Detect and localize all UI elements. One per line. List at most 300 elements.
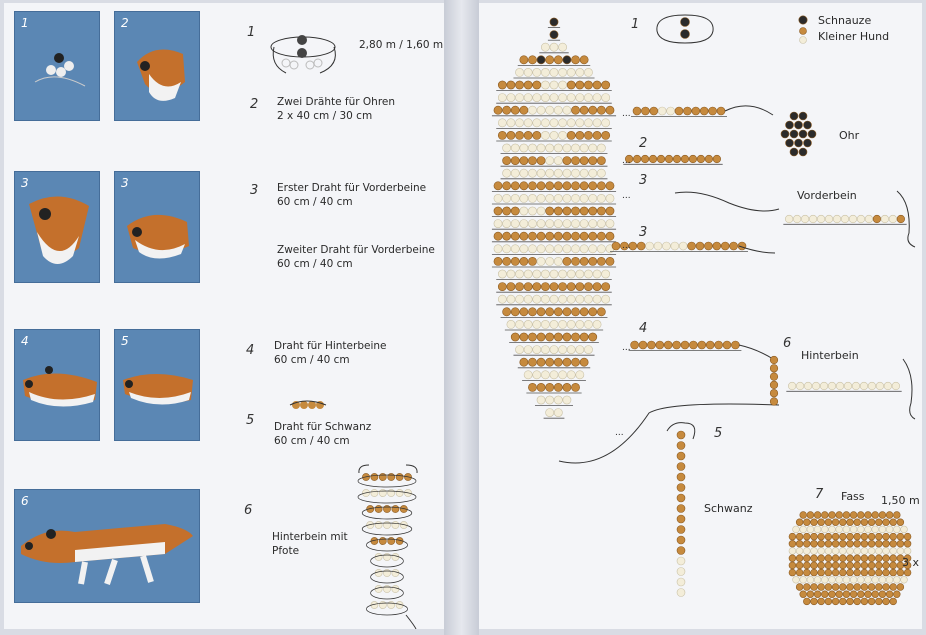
bead <box>820 382 828 390</box>
bead <box>511 257 519 265</box>
bead <box>832 598 839 605</box>
bead <box>800 526 807 533</box>
bead <box>904 540 911 547</box>
bead <box>533 119 541 127</box>
bead <box>808 130 816 138</box>
step-number: 2 <box>639 136 648 151</box>
bead <box>554 232 562 240</box>
bead <box>541 320 549 328</box>
step-text-line: 60 cm / 40 cm <box>277 196 353 208</box>
bead <box>524 320 532 328</box>
bead <box>550 371 558 379</box>
step-text-line: Zwei Drähte für Ohren <box>277 96 396 108</box>
bead <box>371 473 378 480</box>
bead <box>664 341 672 349</box>
bead <box>563 194 571 202</box>
bead <box>786 121 794 129</box>
bead <box>872 576 879 583</box>
bead <box>847 598 854 605</box>
bead <box>515 94 523 102</box>
bead <box>563 182 571 190</box>
bead <box>865 215 873 223</box>
bead <box>498 283 506 291</box>
wire-loop <box>366 539 407 551</box>
bead <box>546 358 554 366</box>
step-3-text <box>277 181 426 209</box>
bead <box>571 157 579 165</box>
bead <box>875 569 882 576</box>
bead <box>790 112 798 120</box>
bead <box>857 591 864 598</box>
bead <box>883 555 890 562</box>
bead <box>563 232 571 240</box>
bead <box>584 346 592 354</box>
bead <box>537 333 545 341</box>
bead <box>550 81 558 89</box>
bead <box>811 555 818 562</box>
bead <box>546 169 554 177</box>
bead <box>541 371 549 379</box>
step-text-line: 60 cm / 40 cm <box>274 354 350 366</box>
bead <box>825 540 832 547</box>
bead <box>597 194 605 202</box>
bead <box>872 512 879 519</box>
bead <box>825 555 832 562</box>
bead <box>507 131 515 139</box>
bead <box>839 562 846 569</box>
bead <box>875 555 882 562</box>
bead <box>494 257 502 265</box>
bead <box>681 18 690 27</box>
bead <box>836 512 843 519</box>
bead <box>841 215 849 223</box>
step-text-line: 60 cm / 40 cm <box>277 258 353 270</box>
bead <box>893 526 900 533</box>
bead <box>550 346 558 354</box>
bead <box>893 512 900 519</box>
bead <box>537 220 545 228</box>
bead <box>818 533 825 540</box>
bead <box>563 207 571 215</box>
bead <box>709 107 717 115</box>
bead <box>890 540 897 547</box>
bead <box>801 215 809 223</box>
bead <box>550 94 558 102</box>
bead <box>533 346 541 354</box>
bead <box>872 591 879 598</box>
bead <box>584 270 592 278</box>
bead <box>889 215 897 223</box>
bead <box>546 409 554 417</box>
bead <box>713 242 721 250</box>
bead <box>520 333 528 341</box>
bead <box>641 155 649 163</box>
bead <box>563 56 571 64</box>
bead <box>832 584 839 591</box>
bead <box>868 533 875 540</box>
label-front-leg: Vorderbein <box>797 189 857 202</box>
bead <box>818 584 825 591</box>
bead <box>677 505 685 513</box>
bead <box>571 232 579 240</box>
bead <box>541 346 549 354</box>
bead <box>677 589 685 597</box>
bead <box>546 245 554 253</box>
bead <box>854 555 861 562</box>
bead <box>832 548 839 555</box>
label-hind-leg: Hinterbein <box>801 349 859 362</box>
bead <box>793 215 801 223</box>
bead <box>388 537 395 544</box>
bead <box>879 526 886 533</box>
bead <box>494 182 502 190</box>
bead <box>886 526 893 533</box>
barrel-wire-length: 1,50 m <box>881 494 920 507</box>
bead <box>770 365 778 373</box>
step-number: 1 <box>631 17 640 32</box>
bead <box>554 182 562 190</box>
bead <box>524 81 532 89</box>
bead <box>803 540 810 547</box>
bead <box>811 584 818 591</box>
bead <box>861 555 868 562</box>
bead <box>511 194 519 202</box>
bead <box>520 220 528 228</box>
bead <box>528 194 536 202</box>
bead <box>650 107 658 115</box>
bead <box>836 526 843 533</box>
bead <box>818 598 825 605</box>
bead <box>511 169 519 177</box>
step-text-line: Erster Draht für Vorderbeine <box>277 182 427 194</box>
bead <box>861 519 868 526</box>
bead <box>511 308 519 316</box>
bead <box>897 533 904 540</box>
bead <box>847 548 854 555</box>
bead <box>675 107 683 115</box>
bead <box>546 232 554 240</box>
step-text-line: Hinterbein mit <box>272 531 348 543</box>
bead <box>546 182 554 190</box>
continuation-dots: ... <box>622 109 631 119</box>
bead <box>559 283 567 291</box>
bead <box>818 555 825 562</box>
bead <box>537 157 545 165</box>
bead <box>567 346 575 354</box>
bead <box>683 107 691 115</box>
bead <box>795 121 803 129</box>
bead <box>868 548 875 555</box>
bead <box>875 540 882 547</box>
bead <box>677 547 685 555</box>
bead <box>554 106 562 114</box>
bead <box>580 245 588 253</box>
bead <box>379 489 386 496</box>
bead <box>563 396 571 404</box>
bead <box>829 526 836 533</box>
bead <box>554 220 562 228</box>
bead <box>498 295 506 303</box>
bead <box>854 540 861 547</box>
bead <box>507 81 515 89</box>
bead <box>546 308 554 316</box>
wire-path <box>559 404 779 463</box>
bead <box>818 562 825 569</box>
bead <box>897 569 904 576</box>
bead <box>825 519 832 526</box>
bead <box>571 106 579 114</box>
step-5-text <box>274 420 371 448</box>
bead <box>515 346 523 354</box>
bead <box>546 194 554 202</box>
bead <box>597 157 605 165</box>
bead <box>580 232 588 240</box>
bead <box>886 512 893 519</box>
step-number: 2 <box>250 97 259 112</box>
bead <box>567 94 575 102</box>
bead <box>528 333 536 341</box>
bead <box>875 562 882 569</box>
bead <box>507 94 515 102</box>
left-page <box>4 3 444 629</box>
bead <box>790 130 798 138</box>
bead <box>593 81 601 89</box>
bead <box>580 169 588 177</box>
bead <box>656 341 664 349</box>
bead <box>677 473 685 481</box>
bead <box>546 207 554 215</box>
bead <box>706 341 714 349</box>
bead <box>383 553 390 560</box>
bead <box>546 106 554 114</box>
bead <box>796 555 803 562</box>
bead <box>593 320 601 328</box>
bead <box>589 333 597 341</box>
bead <box>511 333 519 341</box>
bead <box>818 548 825 555</box>
bead <box>865 526 872 533</box>
bead <box>796 382 804 390</box>
bead <box>563 220 571 228</box>
bead <box>800 28 807 35</box>
bead <box>541 68 549 76</box>
bead <box>511 232 519 240</box>
bead <box>829 576 836 583</box>
bead <box>524 119 532 127</box>
bead <box>524 295 532 303</box>
bead <box>541 43 549 51</box>
bead <box>811 598 818 605</box>
bead <box>770 389 778 397</box>
bead <box>886 576 893 583</box>
photo-number: 3 <box>21 176 29 190</box>
bead <box>890 584 897 591</box>
bead <box>677 578 685 586</box>
bead <box>804 382 812 390</box>
bead <box>563 169 571 177</box>
bead <box>533 283 541 291</box>
bead <box>554 333 562 341</box>
bead <box>770 373 778 381</box>
bead <box>503 182 511 190</box>
bead <box>515 295 523 303</box>
bead <box>498 81 506 89</box>
bead <box>392 569 399 576</box>
bead <box>546 257 554 265</box>
bead <box>593 283 601 291</box>
bead <box>571 56 579 64</box>
bead <box>677 442 685 450</box>
bead <box>589 144 597 152</box>
bead <box>667 107 675 115</box>
bead <box>528 232 536 240</box>
bead <box>839 540 846 547</box>
bead <box>533 68 541 76</box>
bead <box>850 591 857 598</box>
bead <box>785 215 793 223</box>
bead <box>606 220 614 228</box>
bead <box>589 232 597 240</box>
bead <box>576 131 584 139</box>
bead <box>665 155 673 163</box>
bead <box>681 155 689 163</box>
bead <box>392 505 399 512</box>
bead <box>550 18 558 26</box>
bead <box>904 533 911 540</box>
bead <box>597 169 605 177</box>
bead <box>541 119 549 127</box>
bead <box>537 106 545 114</box>
step-text-line: 2 x 40 cm / 30 cm <box>277 110 373 122</box>
bead <box>854 548 861 555</box>
bead <box>379 473 386 480</box>
step-number: 5 <box>246 413 255 428</box>
bead <box>554 194 562 202</box>
repeat-count: 3 x <box>902 556 920 569</box>
legend-small-dog: Kleiner Hund <box>818 30 890 43</box>
bead <box>850 526 857 533</box>
bead <box>705 155 713 163</box>
bead <box>503 220 511 228</box>
bead <box>580 333 588 341</box>
bead <box>868 598 875 605</box>
bead <box>550 295 558 303</box>
bead <box>571 257 579 265</box>
bead <box>832 562 839 569</box>
bead <box>589 106 597 114</box>
bead <box>498 119 506 127</box>
bead <box>770 356 778 364</box>
right-page <box>479 3 922 629</box>
bead <box>567 283 575 291</box>
bead <box>554 157 562 165</box>
photo-number: 4 <box>21 334 29 348</box>
bead <box>524 131 532 139</box>
bead <box>554 257 562 265</box>
bead <box>554 56 562 64</box>
bead <box>524 68 532 76</box>
bead <box>850 512 857 519</box>
wire-path <box>675 192 779 211</box>
bead <box>832 555 839 562</box>
bead <box>520 169 528 177</box>
bead <box>576 119 584 127</box>
label-ear: Ohr <box>839 129 860 142</box>
bead <box>537 383 545 391</box>
bead <box>799 16 807 24</box>
bead <box>897 548 904 555</box>
bead <box>795 139 803 147</box>
bead <box>584 131 592 139</box>
bead <box>796 584 803 591</box>
bead <box>563 257 571 265</box>
bead <box>836 382 844 390</box>
bead <box>847 540 854 547</box>
bead <box>537 257 545 265</box>
bead <box>537 232 545 240</box>
bead <box>520 182 528 190</box>
bead <box>832 533 839 540</box>
step-number: 4 <box>639 321 648 336</box>
bead <box>681 341 689 349</box>
bead <box>541 295 549 303</box>
bead <box>576 68 584 76</box>
bead <box>503 245 511 253</box>
bead <box>507 295 515 303</box>
bead <box>883 533 890 540</box>
bead <box>886 591 893 598</box>
bead <box>511 157 519 165</box>
bead <box>503 169 511 177</box>
photo-number: 5 <box>121 334 129 348</box>
bead <box>803 548 810 555</box>
bead <box>528 308 536 316</box>
bead <box>584 68 592 76</box>
bead <box>580 308 588 316</box>
bead <box>589 308 597 316</box>
bead <box>854 598 861 605</box>
bead <box>567 68 575 76</box>
bead <box>515 81 523 89</box>
bead <box>814 526 821 533</box>
bead <box>868 382 876 390</box>
bead <box>872 526 879 533</box>
bead <box>673 341 681 349</box>
bead <box>890 548 897 555</box>
bead <box>843 576 850 583</box>
step-number: 5 <box>714 426 723 441</box>
bead <box>593 270 601 278</box>
bead <box>580 257 588 265</box>
bead <box>597 232 605 240</box>
bead <box>546 56 554 64</box>
bead <box>550 270 558 278</box>
step-number: 6 <box>783 336 792 351</box>
bead <box>550 43 558 51</box>
bead <box>533 81 541 89</box>
bead <box>571 383 579 391</box>
bead <box>883 562 890 569</box>
bead <box>602 283 610 291</box>
bead <box>494 207 502 215</box>
bead <box>861 584 868 591</box>
bead <box>890 562 897 569</box>
bead <box>580 358 588 366</box>
bead <box>789 548 796 555</box>
bead <box>559 320 567 328</box>
bead <box>494 194 502 202</box>
bead <box>890 569 897 576</box>
